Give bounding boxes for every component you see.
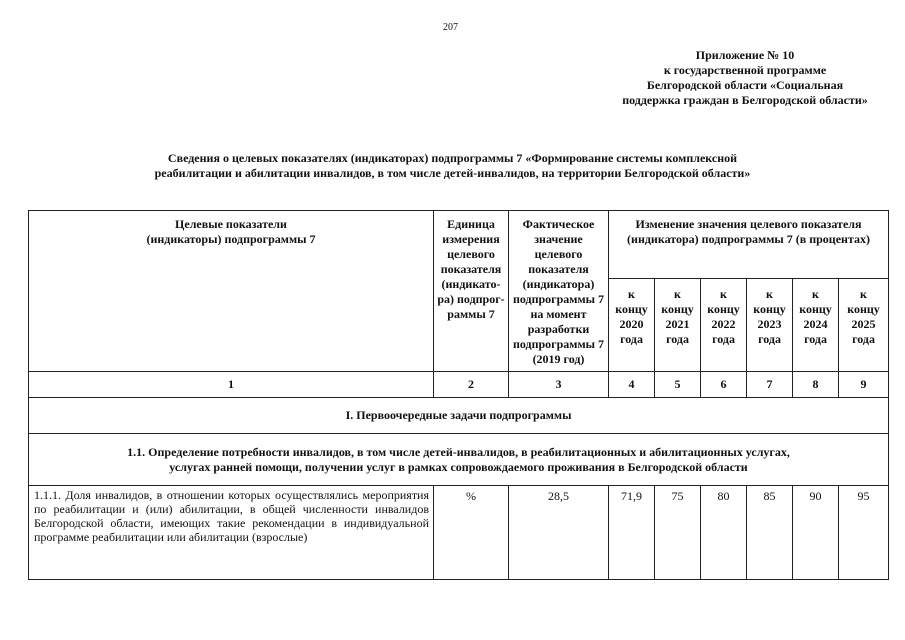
header-indicators: Целевые показатели (индикаторы) подпрограммы 7 bbox=[29, 211, 434, 372]
column-number: 3 bbox=[509, 372, 609, 398]
column-number: 1 bbox=[29, 372, 434, 398]
document-title bbox=[120, 151, 785, 181]
header-year-2025: к концу 2025 года bbox=[839, 279, 889, 372]
section-heading: I. Первоочередные задачи подпрограммы bbox=[29, 398, 889, 434]
appendix-line: поддержка граждан в Белгородской области» bbox=[622, 93, 868, 107]
subsection-heading bbox=[29, 434, 889, 486]
indicator-description: 1.1.1. Доля инвалидов, в отношении которых осуществлялись мероприятия по реабилитации и (или) абилитации, в общей численности инвалидов Белгородской области, имеющих такие рекомендации в индивидуальной программе реабилитации или абилитации (взрослые) bbox=[29, 486, 434, 580]
header-unit: Единица измерения целевого показателя (индикато-ра) подпрог-раммы 7 bbox=[434, 211, 509, 372]
appendix-line: Приложение № 10 bbox=[695, 48, 795, 62]
column-number: 2 bbox=[434, 372, 509, 398]
column-number: 5 bbox=[655, 372, 701, 398]
indicators-table bbox=[28, 210, 889, 580]
indicator-actual-value: 28,5 bbox=[509, 486, 609, 580]
title-line: Сведения о целевых показателях (индикаторах) подпрограммы 7 «Формирование системы комплексной bbox=[167, 151, 738, 165]
appendix-line: к государственной программе bbox=[663, 63, 827, 77]
column-number: 9 bbox=[839, 372, 889, 398]
header-year-2023: к концу 2023 года bbox=[747, 279, 793, 372]
header-year-2024: к концу 2024 года bbox=[793, 279, 839, 372]
header-year-2022: к концу 2022 года bbox=[701, 279, 747, 372]
column-number: 8 bbox=[793, 372, 839, 398]
column-number: 6 bbox=[701, 372, 747, 398]
value-2025: 95 bbox=[839, 486, 889, 580]
appendix-line: Белгородской области «Социальная bbox=[646, 78, 844, 92]
header-change-percent: Изменение значения целевого показателя (индикатора) подпрограммы 7 (в процентах) bbox=[609, 211, 889, 279]
appendix-heading bbox=[600, 48, 890, 108]
column-number: 7 bbox=[747, 372, 793, 398]
value-2023: 85 bbox=[747, 486, 793, 580]
value-2022: 80 bbox=[701, 486, 747, 580]
column-number: 4 bbox=[609, 372, 655, 398]
page-number: 207 bbox=[443, 22, 458, 33]
indicator-unit: % bbox=[434, 486, 509, 580]
subsection-line: услугах ранней помощи, получении услуг в рамках сопровождаемого проживания в Белгородской области bbox=[169, 459, 748, 474]
subsection-line: 1.1. Определение потребности инвалидов, в том числе детей-инвалидов, в реабилитационных и абилитационных услугах, bbox=[127, 444, 790, 459]
value-2024: 90 bbox=[793, 486, 839, 580]
header-actual-value: Фактическое значение целевого показателя (индикатора) подпрограммы 7 на момент разработки подпрограммы 7 (2019 год) bbox=[509, 211, 609, 372]
title-line: реабилитации и абилитации инвалидов, в том числе детей-инвалидов, на территории Белгородской области» bbox=[154, 166, 751, 180]
header-year-2020: к концу 2020 года bbox=[609, 279, 655, 372]
header-year-2021: к концу 2021 года bbox=[655, 279, 701, 372]
value-2021: 75 bbox=[655, 486, 701, 580]
value-2020: 71,9 bbox=[609, 486, 655, 580]
